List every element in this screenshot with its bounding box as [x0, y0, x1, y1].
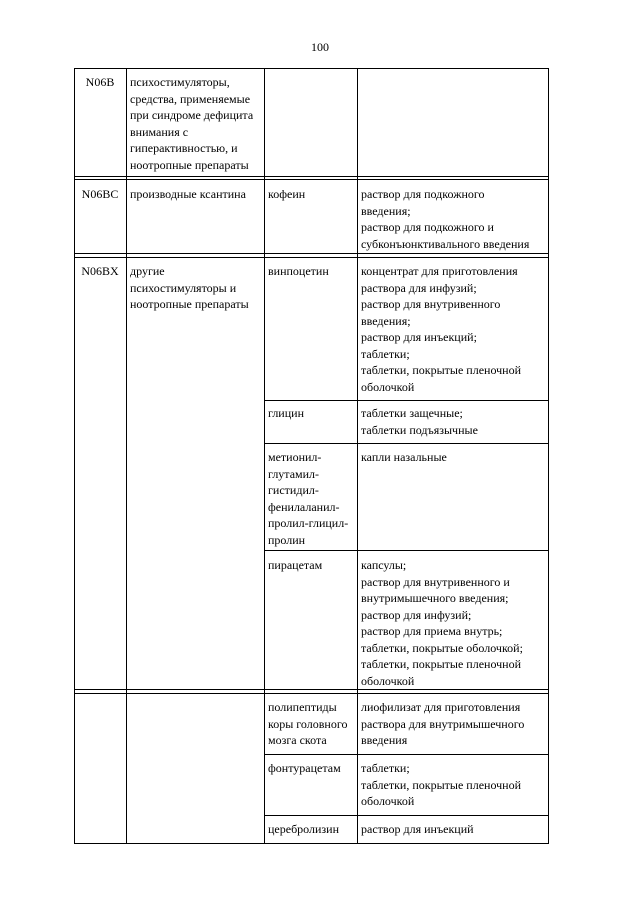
row-line-bottom	[74, 843, 549, 844]
drug-name-cell: глицин	[268, 406, 304, 420]
dosage-form-cell: концентрат для приготовления раствора для инфузий; раствор для внутривенного введения; раствор для инъекций; таблетки; таблетки, покрытые пленочной оболочкой	[361, 264, 522, 394]
table-border-right	[548, 68, 549, 844]
row-line-top	[74, 68, 549, 69]
dosage-form-cell: раствор для подкожного введения; раствор для подкожного и субконъюнктивального введения	[361, 187, 530, 251]
atc-code-cell: N06BC	[81, 187, 119, 201]
row-line-3	[74, 253, 549, 254]
column-divider-code	[126, 68, 127, 844]
row-line-4	[74, 257, 549, 258]
drug-name-cell: полипептиды коры головного мозга скота	[268, 700, 348, 747]
group-name-cell: психостимуляторы, средства, применяемые при синдроме дефицита внимания с гиперактивностью, и ноотропные препараты	[130, 75, 254, 172]
table-border-left	[74, 68, 75, 844]
row-line-9	[74, 693, 549, 694]
dosage-form-cell: лиофилизат для приготовления раствора для внутримышечного введения	[361, 700, 525, 747]
atc-code-cell: N06B	[85, 75, 115, 89]
drug-name-cell: пирацетам	[268, 558, 323, 572]
column-divider-group	[264, 68, 265, 844]
row-line-11	[264, 815, 549, 816]
dosage-form-cell: раствор для инъекций	[361, 822, 474, 836]
row-line-7	[264, 550, 549, 551]
column-divider-drug	[357, 68, 358, 844]
atc-code-cell: N06BX	[81, 264, 119, 278]
row-line-8	[74, 689, 549, 690]
drug-name-cell: винпоцетин	[268, 264, 329, 278]
row-line-10	[264, 754, 549, 755]
drug-name-cell: церебролизин	[268, 822, 340, 836]
row-line-1	[74, 176, 549, 177]
drug-name-cell: фонтурацетам	[268, 761, 341, 775]
row-line-2	[74, 179, 549, 180]
dosage-form-cell: таблетки; таблетки, покрытые пленочной оболочкой	[361, 761, 522, 808]
row-line-5	[264, 400, 549, 401]
drug-name-cell: метионил- глутамил- гистидил- фенилаланил- пролил-глицил- пролин	[268, 450, 349, 547]
row-line-6	[264, 443, 549, 444]
dosage-form-cell: капли назальные	[361, 450, 447, 464]
group-name-cell: другие психостимуляторы и ноотропные препараты	[130, 264, 249, 311]
drug-name-cell: кофеин	[268, 187, 306, 201]
group-name-cell: производные ксантина	[130, 187, 246, 201]
page-number: 100	[311, 40, 329, 54]
dosage-form-cell: капсулы; раствор для внутривенного и внутримышечного введения; раствор для инфузий; раствор для приема внутрь; таблетки, покрытые оболочкой; таблетки, покрытые пленочной оболочкой	[361, 558, 523, 688]
dosage-form-cell: таблетки защечные; таблетки подъязычные	[361, 406, 478, 437]
